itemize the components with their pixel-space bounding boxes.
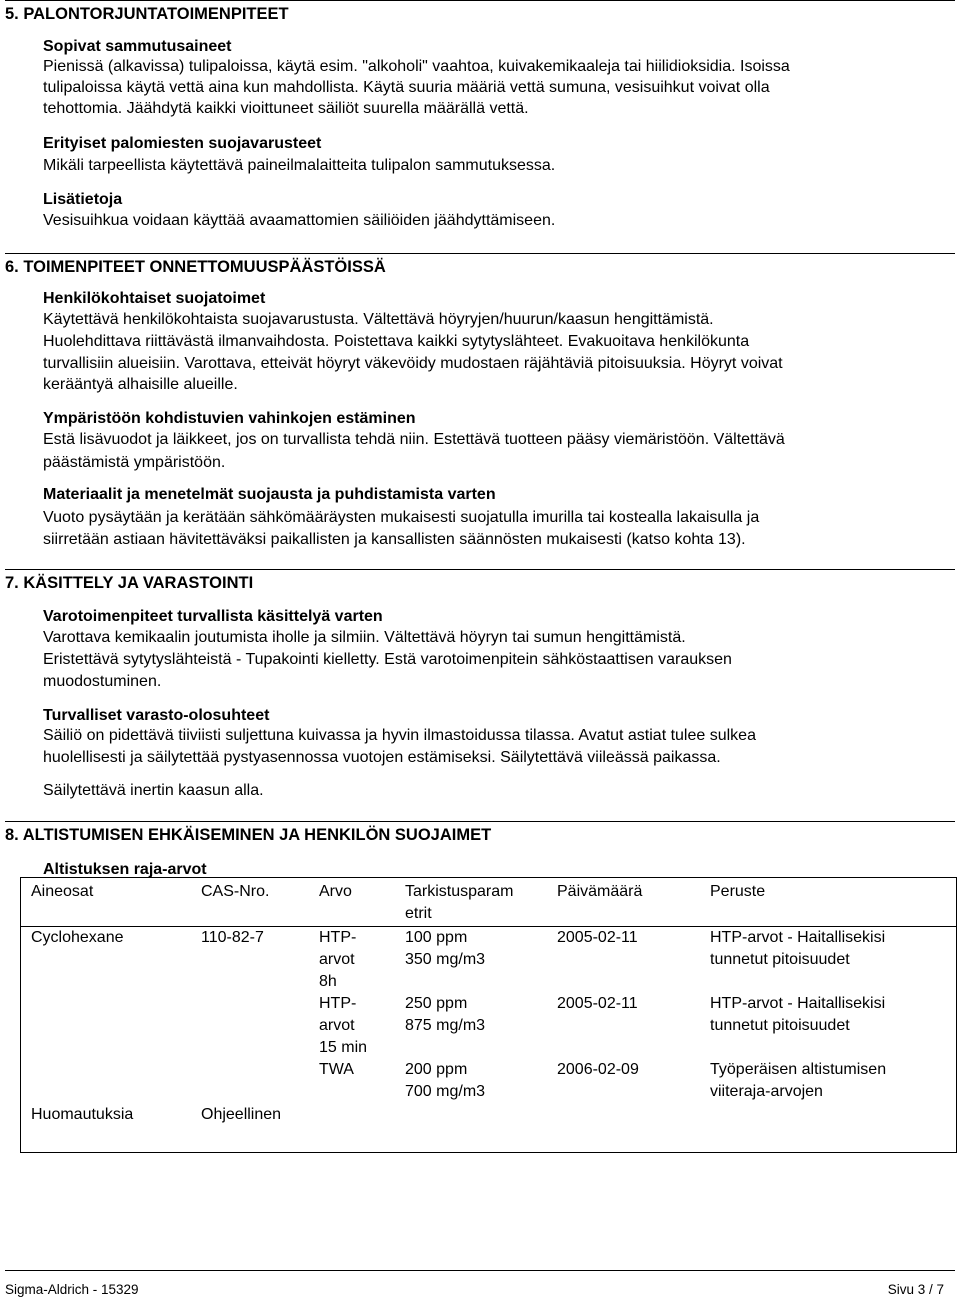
table-header-aineosat: Aineosat (31, 883, 94, 900)
table-row-3-date: 2006-02-09 (557, 1061, 639, 1078)
personal-precautions-line-3: turvallisiin alueisiin. Varottava, etteivät höyryt väkevöidy mudostaen räjähtäviä pitoisuuksia. Höyryt voivat (43, 355, 783, 372)
further-info-line-1: Vesisuihkua voidaan käyttää avaamattomien säiliöiden jäähdyttämiseen. (43, 212, 556, 229)
table-row-1-basis-line-1: HTP-arvot - Haitallisekisi (710, 929, 886, 946)
cleanup-methods-line-2: siirretään astiaan hävitettäväksi paikallisten ja kansallisten säännösten mukaisesti (katso kohta 13). (43, 531, 746, 548)
firefighter-equipment-heading: Erityiset palomiesten suojavarusteet (43, 135, 322, 152)
table-row-1-arvo-line-1: HTP- (319, 929, 357, 946)
table-row-1-basis-line-2: tunnetut pitoisuudet (710, 951, 850, 968)
cleanup-methods-heading: Materiaalit ja menetelmät suojausta ja puhdistamista varten (43, 486, 496, 503)
table-right-border (956, 877, 957, 1152)
table-left-border (20, 877, 21, 1152)
table-row-2-arvo-line-2: arvot (319, 1017, 355, 1034)
table-row-2-param-line-2: 875 mg/m3 (405, 1017, 486, 1034)
footer-page-number: Sivu 3 / 7 (887, 1282, 944, 1297)
environmental-precautions-heading: Ympäristöön kohdistuvien vahinkojen estäminen (43, 410, 416, 427)
table-header-basis: Peruste (710, 883, 766, 900)
section-6-title: 6. TOIMENPITEET ONNETTOMUUSPÄÄSTÖISSÄ (5, 253, 955, 279)
table-row-1-date: 2005-02-11 (557, 929, 638, 946)
table-row-1-arvo-line-2: arvot (319, 951, 355, 968)
table-row-3-param-line-2: 700 mg/m3 (405, 1083, 486, 1100)
table-header-param-line-2: etrit (405, 905, 432, 922)
personal-precautions-line-2: Huolehdittava riittävästä ilmanvaihdosta. Poistettava kaikki sytytyslähteet. Evakuoitava henkilökunta (43, 333, 750, 350)
table-row-1-arvo-line-3: 8h (319, 973, 337, 990)
table-row-2-param-line-1: 250 ppm (405, 995, 468, 1012)
environmental-precautions-line-1: Estä lisävuodot ja läikkeet, jos on turvallista tehdä niin. Estettävä tuotteen pääsy viemäristöön. Vältettävä (43, 431, 785, 448)
storage-conditions-heading: Turvalliset varasto-olosuhteet (43, 707, 270, 724)
personal-precautions-line-4: kerääntyä alhaisille alueille. (43, 376, 238, 393)
table-cas-number: 110-82-7 (201, 929, 264, 946)
cleanup-methods-line-1: Vuoto pysäytään ja kerätään sähkömääräysten mukaisesti suojatulla imurilla tai kostealla lakaisulla ja (43, 509, 760, 526)
table-top-border (20, 877, 957, 878)
section-8-title: 8. ALTISTUMISEN EHKÄISEMINEN JA HENKILÖN SUOJAIMET (5, 821, 955, 847)
footer-divider (5, 1270, 955, 1271)
table-row-1-param-line-2: 350 mg/m3 (405, 951, 486, 968)
table-header-param-line-1: Tarkistusparam (405, 883, 514, 900)
personal-precautions-line-1: Käytettävä henkilökohtaista suojavarustusta. Vältettävä höyryjen/huurun/kaasun hengittämistä. (43, 311, 714, 328)
extinguishing-media-line-1: Pienissä (alkavissa) tulipaloissa, käytä esim. "alkoholi" vaahtoa, kuivakemikaaleja tai hiilidioksidia. Isoissa (43, 58, 790, 75)
table-row-1-param-line-1: 100 ppm (405, 929, 468, 946)
safe-handling-line-1: Varottava kemikaalin joutumista iholle ja silmiin. Vältettävä höyryn tai sumun hengittämistä. (43, 629, 686, 646)
extinguishing-media-heading: Sopivat sammutusaineet (43, 38, 232, 55)
exposure-limits-heading: Altistuksen raja-arvot (43, 861, 207, 878)
personal-precautions-heading: Henkilökohtaiset suojatoimet (43, 290, 266, 307)
table-row-2-basis-line-2: tunnetut pitoisuudet (710, 1017, 850, 1034)
table-header-arvo: Arvo (319, 883, 352, 900)
table-row-2-date: 2005-02-11 (557, 995, 638, 1012)
storage-conditions-line-1: Säiliö on pidettävä tiiviisti suljettuna kuivassa ja hyvin ilmastoidussa tilassa. Avatut astiat tulee sulkea (43, 727, 756, 744)
storage-conditions-line-2: huolellisesti ja säilytettää pystyasennossa vuotojen estämiseksi. Säilytettävä viileässä paikassa. (43, 749, 721, 766)
table-header-cas: CAS-Nro. (201, 883, 270, 900)
section-7-title: 7. KÄSITTELY JA VARASTOINTI (5, 569, 955, 595)
table-row-3-basis-line-2: viiteraja-arvojen (710, 1083, 823, 1100)
storage-conditions-line-3: Säilytettävä inertin kaasun alla. (43, 782, 264, 799)
safe-handling-heading: Varotoimenpiteet turvallista käsittelyä varten (43, 608, 383, 625)
section-5-title: 5. PALONTORJUNTATOIMENPITEET (5, 0, 955, 26)
footer-product-id: Sigma-Aldrich - 15329 (5, 1282, 139, 1297)
table-header-date: Päivämäärä (557, 883, 643, 900)
table-remarks-value: Ohjeellinen (201, 1106, 282, 1123)
further-info-heading: Lisätietoja (43, 191, 123, 208)
extinguishing-media-line-3: tehottomia. Jäähdytä kaikki vioittuneet säiliöt suurella määrällä vettä. (43, 100, 529, 117)
firefighter-equipment-line-1: Mikäli tarpeellista käytettävä paineilmalaitteita tulipalon sammutuksessa. (43, 157, 556, 174)
table-row-3-basis-line-1: Työperäisen altistumisen (710, 1061, 887, 1078)
table-remarks-label: Huomautuksia (31, 1106, 134, 1123)
safe-handling-line-2: Eristettävä sytytyslähteistä - Tupakointi kielletty. Estä varotoimenpitein sähköstaattisen varauksen (43, 651, 732, 668)
table-component-name: Cyclohexane (31, 929, 124, 946)
safe-handling-line-3: muodostuminen. (43, 673, 162, 690)
table-row-2-arvo-line-1: HTP- (319, 995, 357, 1012)
table-bottom-border (20, 1152, 957, 1153)
table-row-3-arvo: TWA (319, 1061, 354, 1078)
table-row-3-param-line-1: 200 ppm (405, 1061, 468, 1078)
table-row-2-arvo-line-3: 15 min (319, 1039, 368, 1056)
extinguishing-media-line-2: tulipaloissa käytä vettä aina kun mahdollista. Käytä suuria määriä vettä sumuna, vesisuihkut voivat olla (43, 79, 770, 96)
environmental-precautions-line-2: päästämistä ympäristöön. (43, 454, 226, 471)
table-row-2-basis-line-1: HTP-arvot - Haitallisekisi (710, 995, 886, 1012)
